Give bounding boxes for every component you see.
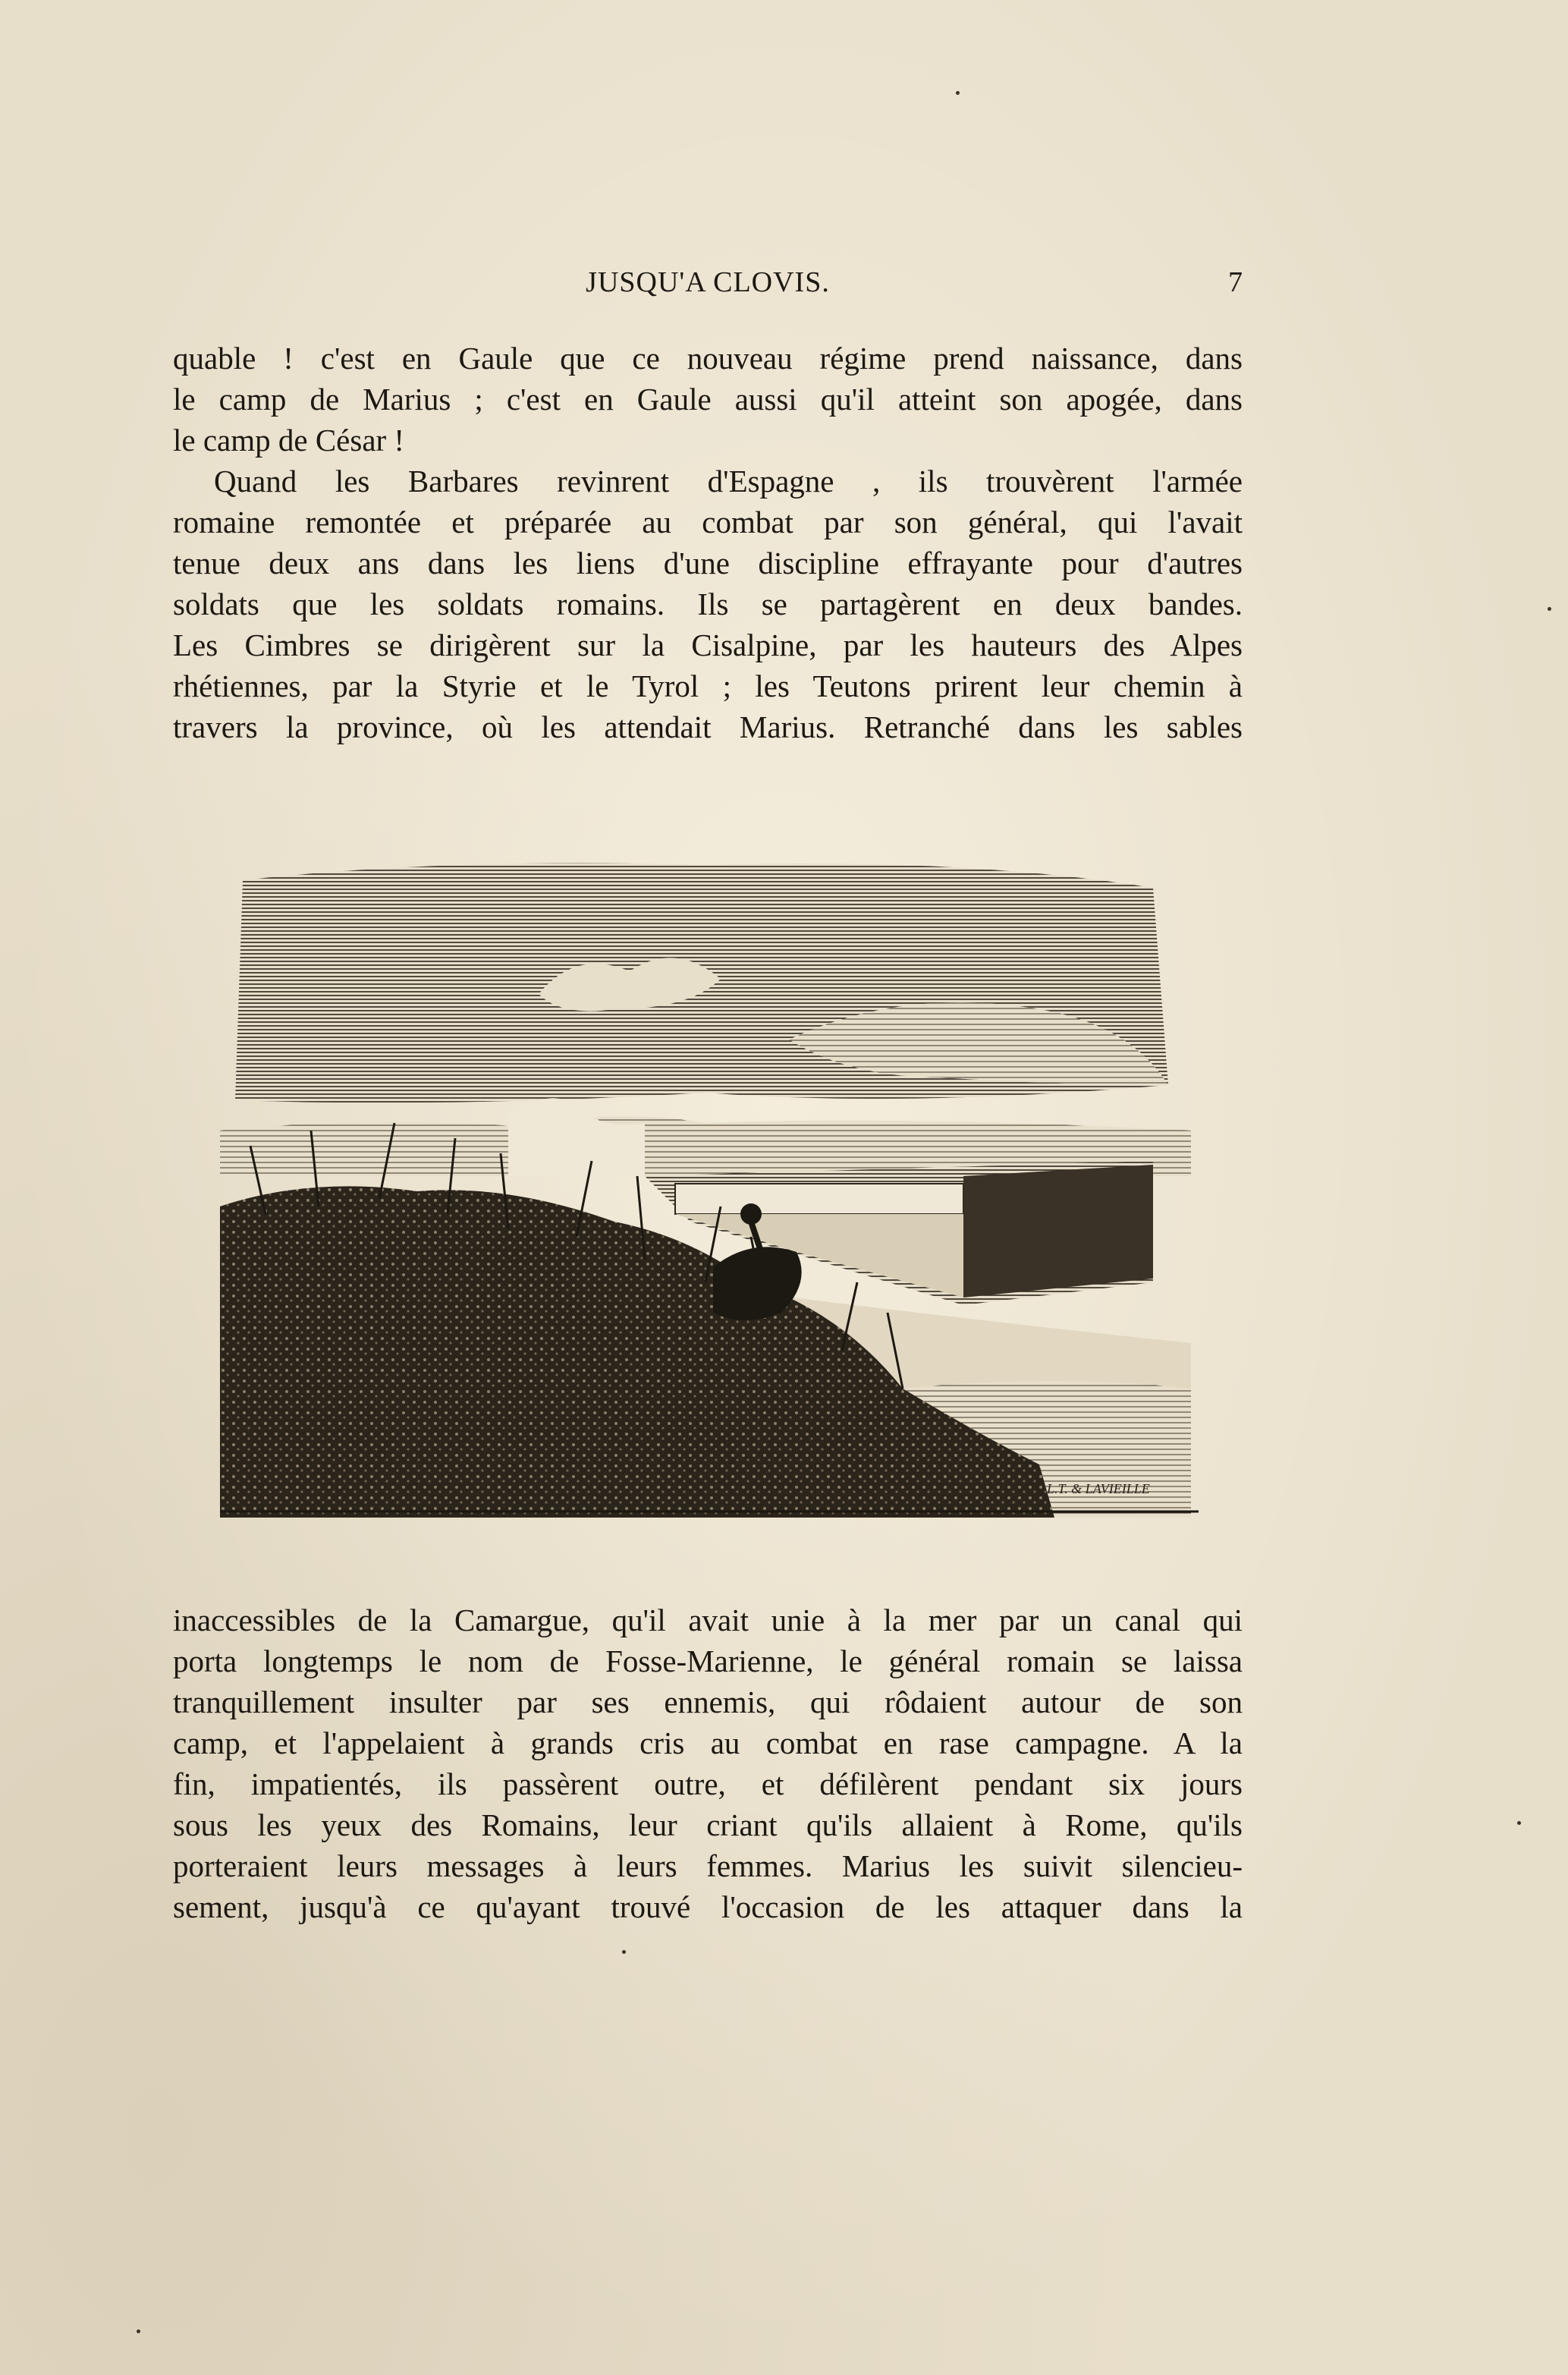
text-block-bottom — [173, 1600, 1243, 1927]
text-line: tenue deux ans dans les liens d'une discipline effrayante pour d'autres — [173, 546, 1243, 580]
running-title: JUSQU'A CLOVIS. — [586, 266, 830, 298]
text-line: Quand les Barbares revinrent d'Espagne , ils trouvèrent l'armée — [214, 464, 1243, 499]
text-line: camp, et l'appelaient à grands cris au combat en rase campagne. A la — [173, 1725, 1243, 1760]
text-line: fin, impatientés, ils passèrent outre, et défilèrent pendant six jours — [173, 1766, 1243, 1801]
paper-speck — [622, 1950, 626, 1954]
text-block-top — [173, 338, 1243, 747]
text-line: rhétiennes, par la Styrie et le Tyrol ; les Teutons prirent leur chemin à — [173, 668, 1243, 703]
text-line: porta longtemps le nom de Fosse-Marienne, le général romain se laissa — [173, 1644, 1243, 1678]
text-line: travers la province, où les attendait Marius. Retranché dans les sables — [173, 709, 1243, 744]
text-line: sous les yeux des Romains, leur criant qu'ils allaient à Rome, qu'ils — [173, 1807, 1243, 1842]
paragraph — [173, 1600, 1243, 1927]
paper-speck — [1548, 607, 1551, 611]
text-line: tranquillement insulter par ses ennemis, qui rôdaient autour de son — [173, 1685, 1243, 1719]
text-line: quable ! c'est en Gaule que ce nouveau régime prend naissance, dans — [173, 341, 1243, 376]
paragraph — [173, 461, 1243, 747]
text-line: soldats que les soldats romains. Ils se partagèrent en deux bandes. — [173, 587, 1243, 621]
page-number: 7 — [1228, 266, 1243, 298]
text-line: sement, jusqu'à ce qu'ayant trouvé l'occasion de les attaquer dans la — [173, 1889, 1243, 1924]
text-line: le camp de Marius ; c'est en Gaule aussi qu'il atteint son apogée, dans — [173, 382, 1243, 417]
battle-engraving — [220, 857, 1199, 1518]
text-line: romaine remontée et préparée au combat par son général, qui l'avait — [173, 505, 1243, 539]
paper-speck — [137, 2329, 140, 2333]
paper-speck — [1517, 1821, 1521, 1825]
text-line: porteraient leurs messages à leurs femmes. Marius les suivit silencieu- — [173, 1848, 1243, 1883]
text-line: le camp de César ! — [173, 423, 405, 458]
running-head — [173, 266, 1243, 304]
engraver-signature: L.T. & LAVIEILLE — [1047, 1481, 1150, 1496]
text-line: inaccessibles de la Camargue, qu'il avait unie à la mer par un canal qui — [173, 1603, 1243, 1637]
text-line: Les Cimbres se dirigèrent sur la Cisalpine, par les hauteurs des Alpes — [173, 628, 1243, 662]
engraving-drawing — [220, 857, 1199, 1518]
paragraph — [173, 338, 1243, 461]
paper-speck — [956, 91, 960, 95]
